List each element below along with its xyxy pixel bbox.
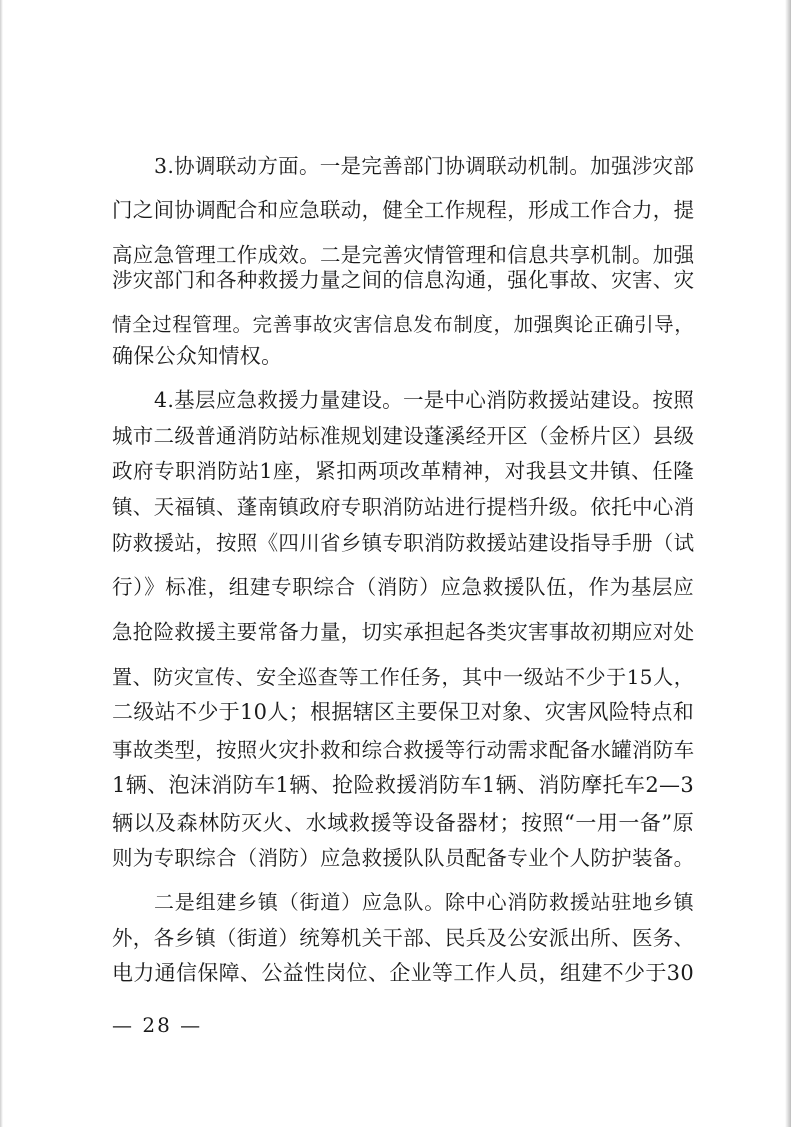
text-line: 二是组建乡镇（街道）应急队。除中心消防救援站驻地乡镇 bbox=[154, 890, 694, 914]
text-line: 辆以及森林防灭火、水域救援等设备器材；按照“一用一备”原 bbox=[112, 811, 694, 835]
text-line: 门之间协调配合和应急联动，健全工作规程，形成工作合力，提 bbox=[112, 198, 695, 222]
text-line: 涉灾部门和各种救援力量之间的信息沟通，强化事故、灾害、灾 bbox=[112, 268, 695, 292]
text-line: 防救援站，按照《四川省乡镇专职消防救援站建设指导手册（试 bbox=[112, 531, 695, 555]
text-line: 事故类型，按照火灾扑救和综合救援等行动需求配备水罐消防车 bbox=[112, 738, 695, 762]
text-line: 外，各乡镇（街道）统筹机关干部、民兵及公安派出所、医务、 bbox=[112, 926, 695, 950]
page-number: — 28 — bbox=[112, 1013, 203, 1037]
text-line: 则为专职综合（消防）应急救援队队员配备专业个人防护装备。 bbox=[112, 846, 695, 870]
text-line: 确保公众知情权。 bbox=[112, 344, 283, 368]
text-line: 1辆、泡沫消防车1辆、抢险救援消防车1辆、消防摩托车2—3 bbox=[112, 773, 694, 797]
scan-edge-right bbox=[785, 0, 791, 1127]
text-line: 急抢险救援主要常备力量，切实承担起各类灾害事故初期应对处 bbox=[112, 620, 695, 644]
text-line: 4.基层应急救援力量建设。一是中心消防救援站建设。按照 bbox=[154, 388, 695, 412]
text-line: 情全过程管理。完善事故灾害信息发布制度，加强舆论正确引导， bbox=[112, 313, 694, 336]
scan-edge-left bbox=[0, 0, 3, 1127]
text-line: 电力通信保障、公益性岗位、企业等工作人员，组建不少于30 bbox=[112, 961, 694, 985]
text-line: 政府专职消防站1座，紧扣两项改革精神，对我县文井镇、任隆 bbox=[112, 459, 694, 483]
text-line: 镇、天福镇、蓬南镇政府专职消防站进行提档升级。依托中心消 bbox=[112, 495, 695, 519]
text-line: 高应急管理工作成效。二是完善灾情管理和信息共享机制。加强 bbox=[112, 243, 695, 267]
text-line: 二级站不少于10人；根据辖区主要保卫对象、灾害风险特点和 bbox=[112, 700, 694, 724]
text-line: 3.协调联动方面。一是完善部门协调联动机制。加强涉灾部 bbox=[154, 154, 695, 178]
text-line: 城市二级普通消防站标准规划建设蓬溪经开区（金桥片区）县级 bbox=[112, 424, 695, 448]
text-line: 行）》标准，组建专职综合（消防）应急救援队伍，作为基层应 bbox=[112, 575, 694, 599]
text-line: 置、防灾宣传、安全巡查等工作任务，其中一级站不少于15人， bbox=[112, 665, 694, 689]
